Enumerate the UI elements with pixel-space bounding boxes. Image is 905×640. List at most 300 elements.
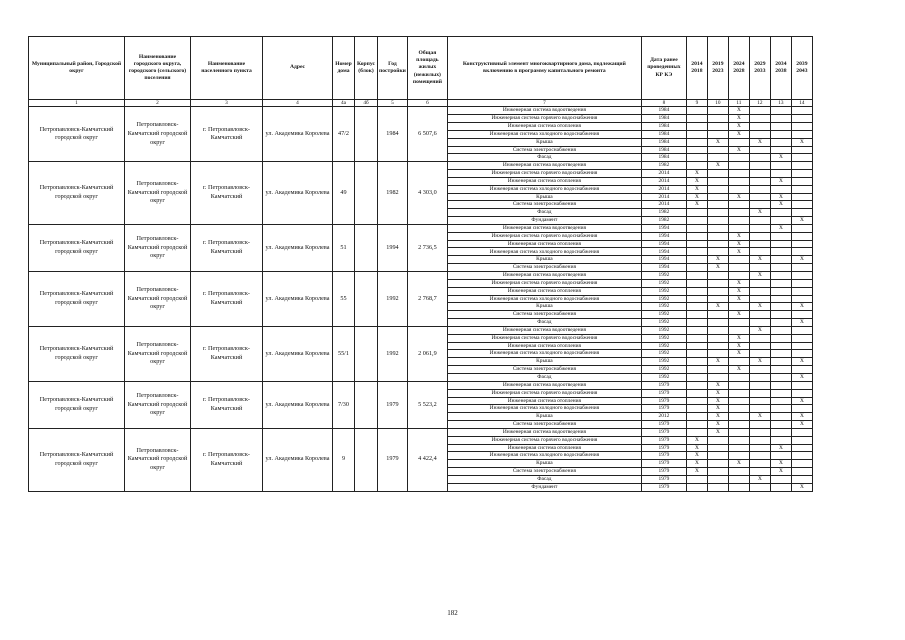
municipality-cell: Петропавловск-Камчатский городской округ [125,162,191,225]
period-mark-cell [749,334,770,342]
period-mark-cell [791,381,812,389]
period-mark-cell: X [728,122,749,130]
period-mark-cell: X [686,468,707,476]
period-mark-cell [770,381,791,389]
period-mark-cell [791,193,812,201]
period-mark-cell [707,201,728,209]
period-mark-cell: X [707,428,728,436]
period-mark-cell [749,264,770,272]
period-mark-cell [707,217,728,225]
block-cell [355,224,378,271]
element-cell: Инженерная система отопления [447,444,641,452]
element-cell: Инженерная система отопления [447,177,641,185]
settlement-cell: г. Петропавловск-Камчатский [191,107,263,162]
period-mark-cell [728,224,749,232]
previous-repair-date-cell: 1992 [641,311,686,319]
table-header [29,37,813,107]
period-mark-cell [770,373,791,381]
period-mark-cell [791,460,812,468]
element-cell: Инженерная система водоотведения [447,326,641,334]
period-mark-cell [728,217,749,225]
period-mark-cell [686,162,707,170]
period-mark-cell [728,413,749,421]
period-mark-cell [728,303,749,311]
period-mark-cell: X [686,444,707,452]
period-mark-cell [728,326,749,334]
previous-repair-date-cell: 1992 [641,350,686,358]
period-mark-cell: X [749,138,770,146]
period-mark-cell [749,185,770,193]
element-cell: Инженерная система холодного водоснабжения [447,248,641,256]
period-mark-cell [770,115,791,123]
previous-repair-date-cell: 1994 [641,240,686,248]
period-mark-cell [707,468,728,476]
period-mark-cell [791,342,812,350]
period-mark-cell [749,311,770,319]
period-mark-cell [749,177,770,185]
district-cell: Петропавловск-Камчатский городской округ [29,428,125,491]
period-mark-cell: X [749,326,770,334]
period-mark-cell: X [686,185,707,193]
period-mark-cell: X [770,460,791,468]
period-mark-cell: X [770,193,791,201]
previous-repair-date-cell: 2014 [641,193,686,201]
period-mark-cell [770,138,791,146]
period-mark-cell [770,397,791,405]
period-mark-cell [728,381,749,389]
period-mark-cell: X [707,358,728,366]
period-mark-cell [707,170,728,178]
previous-repair-date-cell: 1979 [641,397,686,405]
period-mark-cell [749,350,770,358]
period-mark-cell [749,115,770,123]
period-mark-cell [749,444,770,452]
period-mark-cell [707,240,728,248]
period-mark-cell: X [728,130,749,138]
period-mark-cell: X [728,334,749,342]
previous-repair-date-cell: 1979 [641,381,686,389]
period-mark-cell: X [728,342,749,350]
municipality-cell: Петропавловск-Камчатский городской округ [125,107,191,162]
block-cell [355,272,378,327]
period-mark-cell [791,107,812,115]
column-header: 2029 2033 [749,37,770,100]
area-cell: 2 736,5 [407,224,447,271]
area-cell: 4 422,4 [407,428,447,491]
period-mark-cell: X [791,217,812,225]
period-mark-cell [707,334,728,342]
period-mark-cell [707,154,728,162]
period-mark-cell [749,460,770,468]
period-mark-cell [791,287,812,295]
period-mark-cell [686,311,707,319]
period-mark-cell [770,209,791,217]
period-mark-cell [791,350,812,358]
municipality-cell: Петропавловск-Камчатский городской округ [125,272,191,327]
period-mark-cell [749,162,770,170]
period-mark-cell [791,170,812,178]
period-mark-cell [749,193,770,201]
period-mark-cell: X [728,146,749,154]
period-mark-cell [791,405,812,413]
previous-repair-date-cell: 2014 [641,185,686,193]
period-mark-cell: X [749,358,770,366]
column-header: 2019 2023 [707,37,728,100]
element-cell: Инженерная система горячего водоснабжения [447,279,641,287]
period-mark-cell [749,452,770,460]
period-mark-cell [749,295,770,303]
period-mark-cell [728,468,749,476]
period-mark-cell [770,483,791,491]
period-mark-cell [686,295,707,303]
period-mark-cell [791,232,812,240]
house-number-cell: 47/2 [333,107,355,162]
period-mark-cell [728,397,749,405]
street-cell: ул. Академика Королева [263,326,333,381]
period-mark-cell: X [728,107,749,115]
period-mark-cell: X [791,358,812,366]
period-mark-cell [791,295,812,303]
previous-repair-date-cell: 2014 [641,170,686,178]
period-mark-cell [791,334,812,342]
build-year-cell: 1992 [378,272,408,327]
period-mark-cell [770,421,791,429]
previous-repair-date-cell: 1992 [641,295,686,303]
period-mark-cell: X [749,256,770,264]
period-mark-cell [770,452,791,460]
period-mark-cell [707,130,728,138]
period-mark-cell [707,224,728,232]
element-cell: Инженерная система холодного водоснабжения [447,185,641,193]
period-mark-cell: X [728,232,749,240]
period-mark-cell [686,342,707,350]
house-number-cell: 49 [333,162,355,225]
period-mark-cell [770,295,791,303]
period-mark-cell [770,248,791,256]
period-mark-cell [728,185,749,193]
municipality-cell: Петропавловск-Камчатский городской округ [125,381,191,428]
period-mark-cell [707,436,728,444]
previous-repair-date-cell: 1992 [641,326,686,334]
period-mark-cell [770,475,791,483]
previous-repair-date-cell: 1979 [641,421,686,429]
build-year-cell: 1994 [378,224,408,271]
period-mark-cell: X [686,460,707,468]
previous-repair-date-cell: 1992 [641,279,686,287]
period-mark-cell [770,217,791,225]
element-cell: Инженерная система водоотведения [447,381,641,389]
period-mark-cell: X [686,452,707,460]
build-year-cell: 1979 [378,428,408,491]
period-mark-cell [791,130,812,138]
previous-repair-date-cell: 1984 [641,122,686,130]
period-mark-cell [749,483,770,491]
period-mark-cell [749,170,770,178]
period-mark-cell [749,122,770,130]
period-mark-cell [770,334,791,342]
period-mark-cell: X [770,154,791,162]
element-cell: Инженерная система холодного водоснабжения [447,350,641,358]
street-cell: ул. Академика Королева [263,272,333,327]
period-mark-cell [707,107,728,115]
period-mark-cell: X [686,170,707,178]
period-mark-cell [749,428,770,436]
period-mark-cell [707,475,728,483]
period-mark-cell [791,264,812,272]
period-mark-cell: X [686,436,707,444]
column-header: Наименование городского округа, городского (сельского) поселения [125,37,191,100]
element-cell: Система электроснабжения [447,201,641,209]
period-mark-cell: X [707,421,728,429]
period-mark-cell [749,366,770,374]
period-mark-cell: X [707,397,728,405]
block-cell [355,326,378,381]
period-mark-cell [749,232,770,240]
column-number: 2 [125,100,191,107]
previous-repair-date-cell: 1979 [641,475,686,483]
period-mark-cell: X [770,177,791,185]
column-number: 1 [29,100,125,107]
period-mark-cell: X [707,256,728,264]
element-cell: Крыша [447,413,641,421]
period-mark-cell [749,154,770,162]
period-mark-cell [707,279,728,287]
period-mark-cell [728,436,749,444]
period-mark-cell: X [728,311,749,319]
element-cell: Система электроснабжения [447,468,641,476]
period-mark-cell [770,326,791,334]
period-mark-cell [707,146,728,154]
period-mark-cell [770,170,791,178]
period-mark-cell: X [728,460,749,468]
district-cell: Петропавловск-Камчатский городской округ [29,326,125,381]
period-mark-cell [686,483,707,491]
period-mark-cell: X [707,413,728,421]
period-mark-cell [770,162,791,170]
settlement-cell: г. Петропавловск-Камчатский [191,224,263,271]
period-mark-cell [686,264,707,272]
period-mark-cell [686,272,707,280]
period-mark-cell [749,397,770,405]
period-mark-cell [770,240,791,248]
previous-repair-date-cell: 1984 [641,146,686,154]
column-header: Общая площадь жилых (нежилых) помещений [407,37,447,100]
house-number-cell: 51 [333,224,355,271]
block-cell [355,428,378,491]
period-mark-cell [770,319,791,327]
period-mark-cell [770,185,791,193]
previous-repair-date-cell: 1992 [641,287,686,295]
period-mark-cell [749,319,770,327]
column-header: Муниципальный район, Городской округ [29,37,125,100]
table-row [29,224,813,232]
period-mark-cell [791,452,812,460]
period-mark-cell: X [728,248,749,256]
period-mark-cell [791,436,812,444]
period-mark-cell [686,224,707,232]
house-number-cell: 55/1 [333,326,355,381]
period-mark-cell [707,193,728,201]
period-mark-cell [686,256,707,264]
column-header: Номер дома [333,37,355,100]
period-mark-cell [791,122,812,130]
period-mark-cell [749,373,770,381]
period-mark-cell [749,146,770,154]
element-cell: Инженерная система холодного водоснабжения [447,452,641,460]
period-mark-cell: X [728,240,749,248]
period-mark-cell [686,122,707,130]
column-header: 2024 2028 [728,37,749,100]
header-row [29,37,813,100]
column-header: Год постройки [378,37,408,100]
period-mark-cell [707,232,728,240]
street-cell: ул. Академика Королева [263,107,333,162]
period-mark-cell [791,240,812,248]
element-cell: Крыша [447,256,641,264]
period-mark-cell [686,130,707,138]
period-mark-cell: X [791,373,812,381]
period-mark-cell [686,326,707,334]
period-mark-cell [707,366,728,374]
period-mark-cell: X [707,138,728,146]
table-row [29,428,813,436]
element-cell: Инженерная система водоотведения [447,107,641,115]
period-mark-cell [707,115,728,123]
period-mark-cell [791,444,812,452]
period-mark-cell [686,358,707,366]
period-mark-cell: X [791,413,812,421]
period-mark-cell [686,240,707,248]
period-mark-cell [749,107,770,115]
period-mark-cell [791,201,812,209]
district-cell: Петропавловск-Камчатский городской округ [29,107,125,162]
previous-repair-date-cell: 1979 [641,483,686,491]
period-mark-cell [791,162,812,170]
house-number-cell: 9 [333,428,355,491]
column-header: Наименование населенного пункта [191,37,263,100]
period-mark-cell [686,405,707,413]
table-row [29,326,813,334]
period-mark-cell [770,122,791,130]
element-cell: Инженерная система отопления [447,287,641,295]
period-mark-cell [686,217,707,225]
period-mark-cell [770,272,791,280]
column-number: 14 [791,100,812,107]
period-mark-cell [707,248,728,256]
period-mark-cell [749,468,770,476]
element-cell: Фасад [447,209,641,217]
element-cell: Инженерная система водоотведения [447,428,641,436]
element-cell: Инженерная система отопления [447,122,641,130]
period-mark-cell [749,389,770,397]
period-mark-cell [707,350,728,358]
area-cell: 2 061,9 [407,326,447,381]
build-year-cell: 1979 [378,381,408,428]
column-number: 13 [770,100,791,107]
previous-repair-date-cell: 1979 [641,444,686,452]
period-mark-cell [749,201,770,209]
period-mark-cell [686,350,707,358]
period-mark-cell [686,381,707,389]
period-mark-cell [770,389,791,397]
previous-repair-date-cell: 1984 [641,154,686,162]
period-mark-cell [707,295,728,303]
period-mark-cell: X [791,138,812,146]
period-mark-cell [791,177,812,185]
period-mark-cell [686,366,707,374]
previous-repair-date-cell: 1992 [641,272,686,280]
period-mark-cell: X [770,224,791,232]
table-row [29,162,813,170]
period-mark-cell [791,428,812,436]
period-mark-cell [707,326,728,334]
period-mark-cell [791,326,812,334]
element-cell: Инженерная система отопления [447,240,641,248]
period-mark-cell [791,468,812,476]
block-cell [355,162,378,225]
period-mark-cell [770,303,791,311]
period-mark-cell: X [728,287,749,295]
area-cell: 4 303,0 [407,162,447,225]
settlement-cell: г. Петропавловск-Камчатский [191,272,263,327]
period-mark-cell: X [686,177,707,185]
period-mark-cell [707,373,728,381]
element-cell: Система электроснабжения [447,264,641,272]
previous-repair-date-cell: 2014 [641,201,686,209]
settlement-cell: г. Петропавловск-Камчатский [191,162,263,225]
column-number-row [29,100,813,107]
period-mark-cell [749,287,770,295]
area-cell: 6 507,6 [407,107,447,162]
period-mark-cell [791,185,812,193]
previous-repair-date-cell: 1979 [641,405,686,413]
period-mark-cell [791,279,812,287]
street-cell: ул. Академика Королева [263,381,333,428]
element-cell: Инженерная система горячего водоснабжения [447,232,641,240]
period-mark-cell [686,107,707,115]
period-mark-cell [728,256,749,264]
period-mark-cell [728,428,749,436]
previous-repair-date-cell: 1994 [641,224,686,232]
element-cell: Крыша [447,303,641,311]
period-mark-cell: X [791,303,812,311]
previous-repair-date-cell: 1994 [641,256,686,264]
period-mark-cell: X [791,256,812,264]
period-mark-cell: X [749,413,770,421]
table-row [29,381,813,389]
element-cell: Инженерная система горячего водоснабжения [447,389,641,397]
column-header: 2034 2038 [770,37,791,100]
block-cell [355,381,378,428]
period-mark-cell [791,311,812,319]
period-mark-cell: X [791,397,812,405]
build-year-cell: 1984 [378,107,408,162]
period-mark-cell [686,248,707,256]
period-mark-cell [728,452,749,460]
period-mark-cell [749,240,770,248]
period-mark-cell [686,475,707,483]
previous-repair-date-cell: 1984 [641,138,686,146]
element-cell: Фундамент [447,217,641,225]
period-mark-cell [791,209,812,217]
element-cell: Фундамент [447,483,641,491]
period-mark-cell [791,389,812,397]
period-mark-cell [749,224,770,232]
previous-repair-date-cell: 1984 [641,107,686,115]
previous-repair-date-cell: 1979 [641,460,686,468]
municipality-cell: Петропавловск-Камчатский городской округ [125,428,191,491]
period-mark-cell [791,154,812,162]
